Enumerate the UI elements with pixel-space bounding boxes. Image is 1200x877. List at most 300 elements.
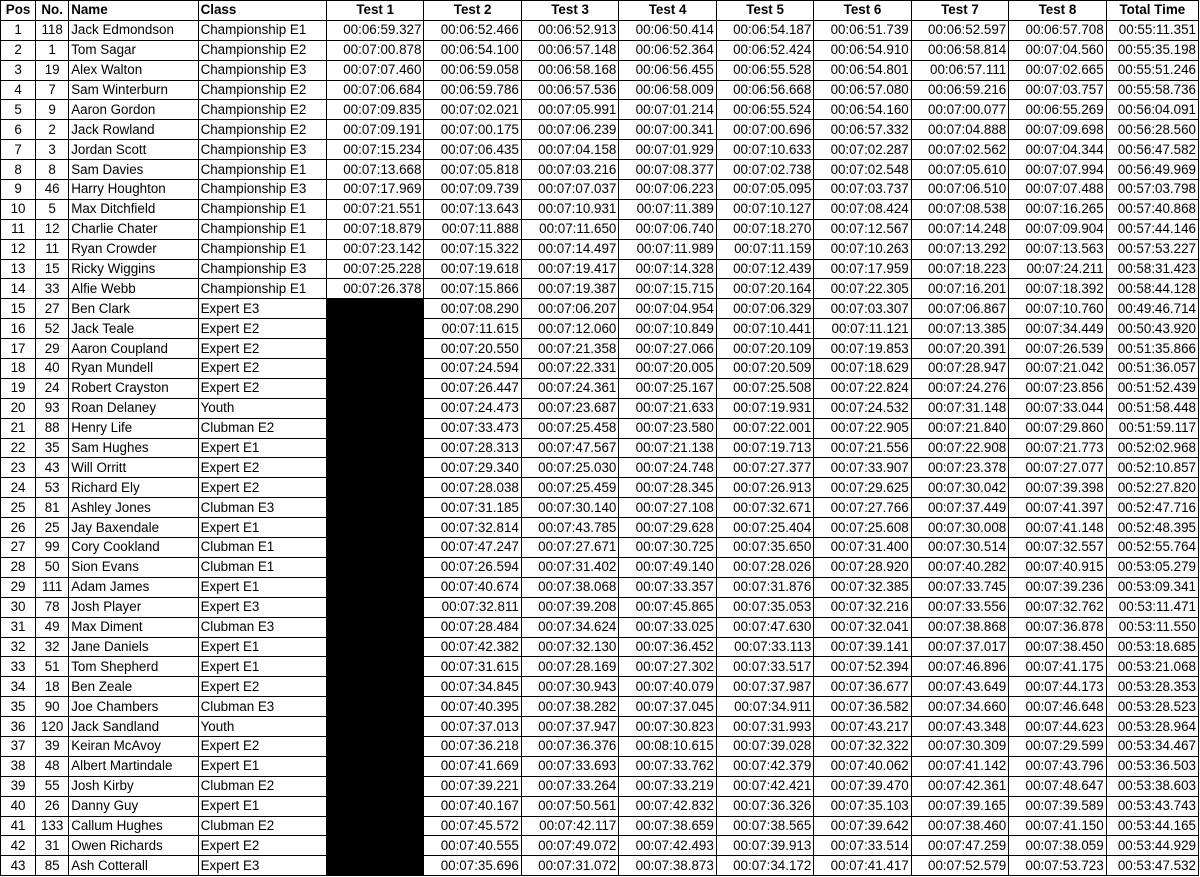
test-5-cell: 00:07:12.439 xyxy=(716,259,813,279)
number-cell: 49 xyxy=(36,617,69,637)
pos-cell: 22 xyxy=(1,438,36,458)
number-cell: 46 xyxy=(36,180,69,200)
name-cell: Albert Martindale xyxy=(69,756,198,776)
class-cell: Expert E1 xyxy=(198,577,326,597)
class-cell: Championship E3 xyxy=(198,180,326,200)
test-7-cell: 00:07:02.562 xyxy=(911,140,1008,160)
test-2-cell: 00:07:26.447 xyxy=(424,378,521,398)
test-4-cell: 00:07:42.493 xyxy=(619,836,716,856)
test-1-cell: 00:07:23.142 xyxy=(326,239,423,259)
test-3-cell: 00:07:10.931 xyxy=(521,199,618,219)
pos-cell: 28 xyxy=(1,557,36,577)
test-3-cell: 00:07:27.671 xyxy=(521,538,618,558)
test-7-cell: 00:07:20.391 xyxy=(911,339,1008,359)
table-row xyxy=(1,717,1199,737)
test-6-cell: 00:06:54.910 xyxy=(814,40,911,60)
redacted-cell xyxy=(326,478,423,498)
number-cell: 40 xyxy=(36,359,69,379)
test-2-cell: 00:06:52.466 xyxy=(424,20,521,40)
test-2-cell: 00:07:40.167 xyxy=(424,796,521,816)
header-no: No. xyxy=(36,1,69,21)
class-cell: Expert E1 xyxy=(198,518,326,538)
header-test-3: Test 3 xyxy=(521,1,618,21)
name-cell: Ben Zeale xyxy=(69,677,198,697)
class-cell: Expert E1 xyxy=(198,657,326,677)
pos-cell: 6 xyxy=(1,120,36,140)
test-7-cell: 00:07:30.042 xyxy=(911,478,1008,498)
test-5-cell: 00:07:42.421 xyxy=(716,776,813,796)
test-3-cell: 00:07:38.068 xyxy=(521,577,618,597)
name-cell: Sion Evans xyxy=(69,557,198,577)
pos-cell: 39 xyxy=(1,776,36,796)
test-4-cell: 00:08:10.615 xyxy=(619,736,716,756)
total-time-cell: 00:51:36.057 xyxy=(1106,359,1198,379)
total-time-cell: 00:57:53.227 xyxy=(1106,239,1198,259)
class-cell: Expert E3 xyxy=(198,299,326,319)
test-2-cell: 00:07:28.038 xyxy=(424,478,521,498)
test-6-cell: 00:07:39.141 xyxy=(814,637,911,657)
test-1-cell: 00:07:07.460 xyxy=(326,60,423,80)
name-cell: Owen Richards xyxy=(69,836,198,856)
test-3-cell: 00:07:31.402 xyxy=(521,557,618,577)
test-4-cell: 00:07:23.580 xyxy=(619,418,716,438)
test-3-cell: 00:06:52.913 xyxy=(521,20,618,40)
test-2-cell: 00:07:32.814 xyxy=(424,518,521,538)
number-cell: 35 xyxy=(36,438,69,458)
number-cell: 51 xyxy=(36,657,69,677)
pos-cell: 21 xyxy=(1,418,36,438)
test-7-cell: 00:07:30.309 xyxy=(911,736,1008,756)
number-cell: 15 xyxy=(36,259,69,279)
name-cell: Sam Hughes xyxy=(69,438,198,458)
name-cell: Alfie Webb xyxy=(69,279,198,299)
test-5-cell: 00:07:20.109 xyxy=(716,339,813,359)
name-cell: Will Orritt xyxy=(69,458,198,478)
redacted-cell xyxy=(326,319,423,339)
test-5-cell: 00:07:00.696 xyxy=(716,120,813,140)
pos-cell: 20 xyxy=(1,398,36,418)
test-4-cell: 00:07:21.633 xyxy=(619,398,716,418)
number-cell: 24 xyxy=(36,378,69,398)
test-7-cell: 00:07:00.077 xyxy=(911,100,1008,120)
table-row xyxy=(1,697,1199,717)
test-4-cell: 00:07:38.659 xyxy=(619,816,716,836)
test-5-cell: 00:06:56.668 xyxy=(716,80,813,100)
test-4-cell: 00:07:15.715 xyxy=(619,279,716,299)
number-cell: 88 xyxy=(36,418,69,438)
pos-cell: 10 xyxy=(1,199,36,219)
test-4-cell: 00:07:42.832 xyxy=(619,796,716,816)
pos-cell: 4 xyxy=(1,80,36,100)
pos-cell: 26 xyxy=(1,518,36,538)
table-row xyxy=(1,239,1199,259)
test-3-cell: 00:07:07.037 xyxy=(521,180,618,200)
name-cell: Josh Player xyxy=(69,597,198,617)
test-5-cell: 00:06:54.187 xyxy=(716,20,813,40)
test-4-cell: 00:07:33.025 xyxy=(619,617,716,637)
total-time-cell: 00:53:18.685 xyxy=(1106,637,1198,657)
class-cell: Youth xyxy=(198,717,326,737)
number-cell: 2 xyxy=(36,120,69,140)
redacted-cell xyxy=(326,438,423,458)
test-1-cell: 00:07:18.879 xyxy=(326,219,423,239)
pos-cell: 35 xyxy=(1,697,36,717)
test-8-cell: 00:07:38.450 xyxy=(1009,637,1106,657)
test-7-cell: 00:07:06.867 xyxy=(911,299,1008,319)
test-2-cell: 00:07:42.382 xyxy=(424,637,521,657)
name-cell: Danny Guy xyxy=(69,796,198,816)
number-cell: 3 xyxy=(36,140,69,160)
header-test-8: Test 8 xyxy=(1009,1,1106,21)
total-time-cell: 00:58:44.128 xyxy=(1106,279,1198,299)
test-4-cell: 00:07:30.725 xyxy=(619,538,716,558)
test-2-cell: 00:07:15.866 xyxy=(424,279,521,299)
total-time-cell: 00:51:35.866 xyxy=(1106,339,1198,359)
test-7-cell: 00:07:06.510 xyxy=(911,180,1008,200)
test-3-cell: 00:07:49.072 xyxy=(521,836,618,856)
test-6-cell: 00:07:21.556 xyxy=(814,438,911,458)
test-8-cell: 00:07:41.175 xyxy=(1009,657,1106,677)
test-5-cell: 00:07:05.095 xyxy=(716,180,813,200)
test-3-cell: 00:06:57.148 xyxy=(521,40,618,60)
test-1-cell: 00:07:26.378 xyxy=(326,279,423,299)
class-cell: Championship E2 xyxy=(198,40,326,60)
pos-cell: 14 xyxy=(1,279,36,299)
name-cell: Aaron Coupland xyxy=(69,339,198,359)
test-6-cell: 00:07:32.041 xyxy=(814,617,911,637)
test-8-cell: 00:07:48.647 xyxy=(1009,776,1106,796)
test-3-cell: 00:07:25.459 xyxy=(521,478,618,498)
redacted-cell xyxy=(326,677,423,697)
class-cell: Championship E3 xyxy=(198,140,326,160)
test-8-cell: 00:07:07.488 xyxy=(1009,180,1106,200)
test-2-cell: 00:07:47.247 xyxy=(424,538,521,558)
table-row xyxy=(1,80,1199,100)
test-3-cell: 00:07:39.208 xyxy=(521,597,618,617)
test-1-cell: 00:07:25.228 xyxy=(326,259,423,279)
table-row xyxy=(1,259,1199,279)
test-2-cell: 00:06:59.058 xyxy=(424,60,521,80)
name-cell: Ryan Crowder xyxy=(69,239,198,259)
test-8-cell: 00:07:23.856 xyxy=(1009,378,1106,398)
name-cell: Jack Teale xyxy=(69,319,198,339)
class-cell: Expert E1 xyxy=(198,756,326,776)
test-1-cell: 00:07:09.835 xyxy=(326,100,423,120)
test-7-cell: 00:07:47.259 xyxy=(911,836,1008,856)
class-cell: Clubman E3 xyxy=(198,617,326,637)
table-row xyxy=(1,617,1199,637)
redacted-cell xyxy=(326,796,423,816)
total-time-cell: 00:56:49.969 xyxy=(1106,160,1198,180)
number-cell: 27 xyxy=(36,299,69,319)
number-cell: 19 xyxy=(36,60,69,80)
test-8-cell: 00:07:09.904 xyxy=(1009,219,1106,239)
test-4-cell: 00:06:50.414 xyxy=(619,20,716,40)
test-3-cell: 00:07:47.567 xyxy=(521,438,618,458)
test-8-cell: 00:07:16.265 xyxy=(1009,199,1106,219)
class-cell: Championship E1 xyxy=(198,279,326,299)
pos-cell: 12 xyxy=(1,239,36,259)
pos-cell: 7 xyxy=(1,140,36,160)
name-cell: Joe Chambers xyxy=(69,697,198,717)
test-5-cell: 00:07:11.159 xyxy=(716,239,813,259)
pos-cell: 43 xyxy=(1,856,36,876)
test-8-cell: 00:07:43.796 xyxy=(1009,756,1106,776)
number-cell: 11 xyxy=(36,239,69,259)
pos-cell: 37 xyxy=(1,736,36,756)
test-5-cell: 00:07:42.379 xyxy=(716,756,813,776)
total-time-cell: 00:52:47.716 xyxy=(1106,498,1198,518)
class-cell: Championship E2 xyxy=(198,80,326,100)
test-5-cell: 00:07:34.172 xyxy=(716,856,813,876)
test-4-cell: 00:07:28.345 xyxy=(619,478,716,498)
test-2-cell: 00:07:06.435 xyxy=(424,140,521,160)
test-6-cell: 00:07:32.385 xyxy=(814,577,911,597)
total-time-cell: 00:53:28.353 xyxy=(1106,677,1198,697)
name-cell: Harry Houghton xyxy=(69,180,198,200)
results-body xyxy=(1,20,1199,875)
name-cell: Aaron Gordon xyxy=(69,100,198,120)
total-time-cell: 00:53:11.471 xyxy=(1106,597,1198,617)
class-cell: Clubman E2 xyxy=(198,816,326,836)
table-row xyxy=(1,140,1199,160)
test-6-cell: 00:07:25.608 xyxy=(814,518,911,538)
test-2-cell: 00:07:15.322 xyxy=(424,239,521,259)
name-cell: Charlie Chater xyxy=(69,219,198,239)
test-4-cell: 00:07:30.823 xyxy=(619,717,716,737)
test-4-cell: 00:07:11.389 xyxy=(619,199,716,219)
table-row xyxy=(1,776,1199,796)
table-row xyxy=(1,319,1199,339)
number-cell: 99 xyxy=(36,538,69,558)
table-row xyxy=(1,180,1199,200)
table-row xyxy=(1,736,1199,756)
test-5-cell: 00:07:18.270 xyxy=(716,219,813,239)
test-6-cell: 00:07:39.642 xyxy=(814,816,911,836)
redacted-cell xyxy=(326,378,423,398)
pos-cell: 38 xyxy=(1,756,36,776)
number-cell: 53 xyxy=(36,478,69,498)
table-row xyxy=(1,538,1199,558)
total-time-cell: 00:53:38.603 xyxy=(1106,776,1198,796)
pos-cell: 31 xyxy=(1,617,36,637)
redacted-cell xyxy=(326,458,423,478)
test-4-cell: 00:07:45.865 xyxy=(619,597,716,617)
test-5-cell: 00:07:34.911 xyxy=(716,697,813,717)
test-7-cell: 00:07:13.292 xyxy=(911,239,1008,259)
table-row xyxy=(1,637,1199,657)
test-5-cell: 00:07:28.026 xyxy=(716,557,813,577)
total-time-cell: 00:53:05.279 xyxy=(1106,557,1198,577)
class-cell: Championship E2 xyxy=(198,100,326,120)
name-cell: Alex Walton xyxy=(69,60,198,80)
class-cell: Clubman E3 xyxy=(198,697,326,717)
test-3-cell: 00:07:34.624 xyxy=(521,617,618,637)
table-row xyxy=(1,498,1199,518)
test-7-cell: 00:07:23.378 xyxy=(911,458,1008,478)
test-6-cell: 00:06:57.080 xyxy=(814,80,911,100)
test-8-cell: 00:07:21.773 xyxy=(1009,438,1106,458)
name-cell: Jordan Scott xyxy=(69,140,198,160)
test-7-cell: 00:07:33.745 xyxy=(911,577,1008,597)
class-cell: Championship E1 xyxy=(198,160,326,180)
test-7-cell: 00:06:57.111 xyxy=(911,60,1008,80)
test-6-cell: 00:07:39.470 xyxy=(814,776,911,796)
class-cell: Clubman E3 xyxy=(198,498,326,518)
test-2-cell: 00:07:24.473 xyxy=(424,398,521,418)
test-7-cell: 00:07:31.148 xyxy=(911,398,1008,418)
name-cell: Jack Edmondson xyxy=(69,20,198,40)
total-time-cell: 00:52:27.820 xyxy=(1106,478,1198,498)
total-time-cell: 00:52:48.395 xyxy=(1106,518,1198,538)
total-time-cell: 00:51:59.117 xyxy=(1106,418,1198,438)
name-cell: Max Ditchfield xyxy=(69,199,198,219)
pos-cell: 36 xyxy=(1,717,36,737)
test-6-cell: 00:07:12.567 xyxy=(814,219,911,239)
test-2-cell: 00:07:20.550 xyxy=(424,339,521,359)
test-6-cell: 00:07:33.907 xyxy=(814,458,911,478)
test-3-cell: 00:07:37.947 xyxy=(521,717,618,737)
test-4-cell: 00:07:06.223 xyxy=(619,180,716,200)
class-cell: Youth xyxy=(198,398,326,418)
number-cell: 111 xyxy=(36,577,69,597)
test-6-cell: 00:07:43.217 xyxy=(814,717,911,737)
total-time-cell: 00:56:04.091 xyxy=(1106,100,1198,120)
total-time-cell: 00:50:43.920 xyxy=(1106,319,1198,339)
test-6-cell: 00:07:40.062 xyxy=(814,756,911,776)
pos-cell: 13 xyxy=(1,259,36,279)
test-2-cell: 00:07:32.811 xyxy=(424,597,521,617)
test-2-cell: 00:07:33.473 xyxy=(424,418,521,438)
table-row xyxy=(1,378,1199,398)
test-7-cell: 00:07:52.579 xyxy=(911,856,1008,876)
test-7-cell: 00:07:24.276 xyxy=(911,378,1008,398)
test-3-cell: 00:07:30.943 xyxy=(521,677,618,697)
number-cell: 8 xyxy=(36,160,69,180)
test-6-cell: 00:07:36.677 xyxy=(814,677,911,697)
test-3-cell: 00:07:06.239 xyxy=(521,120,618,140)
test-8-cell: 00:07:26.539 xyxy=(1009,339,1106,359)
test-8-cell: 00:07:32.557 xyxy=(1009,538,1106,558)
test-5-cell: 00:07:19.713 xyxy=(716,438,813,458)
test-8-cell: 00:07:21.042 xyxy=(1009,359,1106,379)
test-2-cell: 00:07:02.021 xyxy=(424,100,521,120)
pos-cell: 30 xyxy=(1,597,36,617)
name-cell: Ricky Wiggins xyxy=(69,259,198,279)
table-row xyxy=(1,796,1199,816)
test-5-cell: 00:07:25.508 xyxy=(716,378,813,398)
test-4-cell: 00:07:10.849 xyxy=(619,319,716,339)
test-5-cell: 00:06:55.524 xyxy=(716,100,813,120)
test-2-cell: 00:07:28.484 xyxy=(424,617,521,637)
test-6-cell: 00:07:36.582 xyxy=(814,697,911,717)
test-3-cell: 00:06:57.536 xyxy=(521,80,618,100)
name-cell: Jay Baxendale xyxy=(69,518,198,538)
test-1-cell: 00:06:59.327 xyxy=(326,20,423,40)
test-2-cell: 00:07:40.674 xyxy=(424,577,521,597)
test-2-cell: 00:06:59.786 xyxy=(424,80,521,100)
test-8-cell: 00:06:57.708 xyxy=(1009,20,1106,40)
test-8-cell: 00:07:39.589 xyxy=(1009,796,1106,816)
number-cell: 25 xyxy=(36,518,69,538)
pos-cell: 1 xyxy=(1,20,36,40)
test-8-cell: 00:07:04.344 xyxy=(1009,140,1106,160)
test-6-cell: 00:07:28.920 xyxy=(814,557,911,577)
header-pos: Pos xyxy=(1,1,36,21)
total-time-cell: 00:57:40.868 xyxy=(1106,199,1198,219)
test-8-cell: 00:07:40.915 xyxy=(1009,557,1106,577)
test-2-cell: 00:07:11.615 xyxy=(424,319,521,339)
pos-cell: 32 xyxy=(1,637,36,657)
test-5-cell: 00:07:20.509 xyxy=(716,359,813,379)
test-4-cell: 00:07:25.167 xyxy=(619,378,716,398)
class-cell: Championship E1 xyxy=(198,20,326,40)
redacted-cell xyxy=(326,657,423,677)
pos-cell: 29 xyxy=(1,577,36,597)
test-2-cell: 00:07:08.290 xyxy=(424,299,521,319)
test-8-cell: 00:07:29.599 xyxy=(1009,736,1106,756)
test-4-cell: 00:07:01.929 xyxy=(619,140,716,160)
total-time-cell: 00:53:21.068 xyxy=(1106,657,1198,677)
test-3-cell: 00:07:12.060 xyxy=(521,319,618,339)
test-5-cell: 00:07:36.326 xyxy=(716,796,813,816)
test-3-cell: 00:07:50.561 xyxy=(521,796,618,816)
redacted-cell xyxy=(326,538,423,558)
total-time-cell: 00:53:36.503 xyxy=(1106,756,1198,776)
test-7-cell: 00:07:08.538 xyxy=(911,199,1008,219)
class-cell: Clubman E1 xyxy=(198,538,326,558)
name-cell: Robert Crayston xyxy=(69,378,198,398)
test-3-cell: 00:07:14.497 xyxy=(521,239,618,259)
redacted-cell xyxy=(326,637,423,657)
total-time-cell: 00:55:11.351 xyxy=(1106,20,1198,40)
redacted-cell xyxy=(326,398,423,418)
test-6-cell: 00:06:57.332 xyxy=(814,120,911,140)
test-7-cell: 00:06:52.597 xyxy=(911,20,1008,40)
table-row xyxy=(1,40,1199,60)
test-8-cell: 00:07:13.563 xyxy=(1009,239,1106,259)
number-cell: 78 xyxy=(36,597,69,617)
table-row xyxy=(1,398,1199,418)
test-6-cell: 00:07:17.959 xyxy=(814,259,911,279)
redacted-cell xyxy=(326,518,423,538)
class-cell: Expert E2 xyxy=(198,359,326,379)
name-cell: Ash Cotterall xyxy=(69,856,198,876)
test-2-cell: 00:07:00.175 xyxy=(424,120,521,140)
table-row xyxy=(1,418,1199,438)
table-row xyxy=(1,60,1199,80)
test-1-cell: 00:07:21.551 xyxy=(326,199,423,219)
number-cell: 12 xyxy=(36,219,69,239)
test-1-cell: 00:07:06.684 xyxy=(326,80,423,100)
test-7-cell: 00:07:14.248 xyxy=(911,219,1008,239)
test-4-cell: 00:07:27.108 xyxy=(619,498,716,518)
pos-cell: 19 xyxy=(1,378,36,398)
pos-cell: 33 xyxy=(1,657,36,677)
class-cell: Expert E2 xyxy=(198,458,326,478)
test-3-cell: 00:07:04.158 xyxy=(521,140,618,160)
test-6-cell: 00:07:02.548 xyxy=(814,160,911,180)
test-2-cell: 00:07:24.594 xyxy=(424,359,521,379)
test-3-cell: 00:07:05.991 xyxy=(521,100,618,120)
test-4-cell: 00:07:29.628 xyxy=(619,518,716,538)
pos-cell: 11 xyxy=(1,219,36,239)
pos-cell: 34 xyxy=(1,677,36,697)
test-5-cell: 00:07:22.001 xyxy=(716,418,813,438)
total-time-cell: 00:53:43.743 xyxy=(1106,796,1198,816)
pos-cell: 16 xyxy=(1,319,36,339)
redacted-cell xyxy=(326,299,423,319)
